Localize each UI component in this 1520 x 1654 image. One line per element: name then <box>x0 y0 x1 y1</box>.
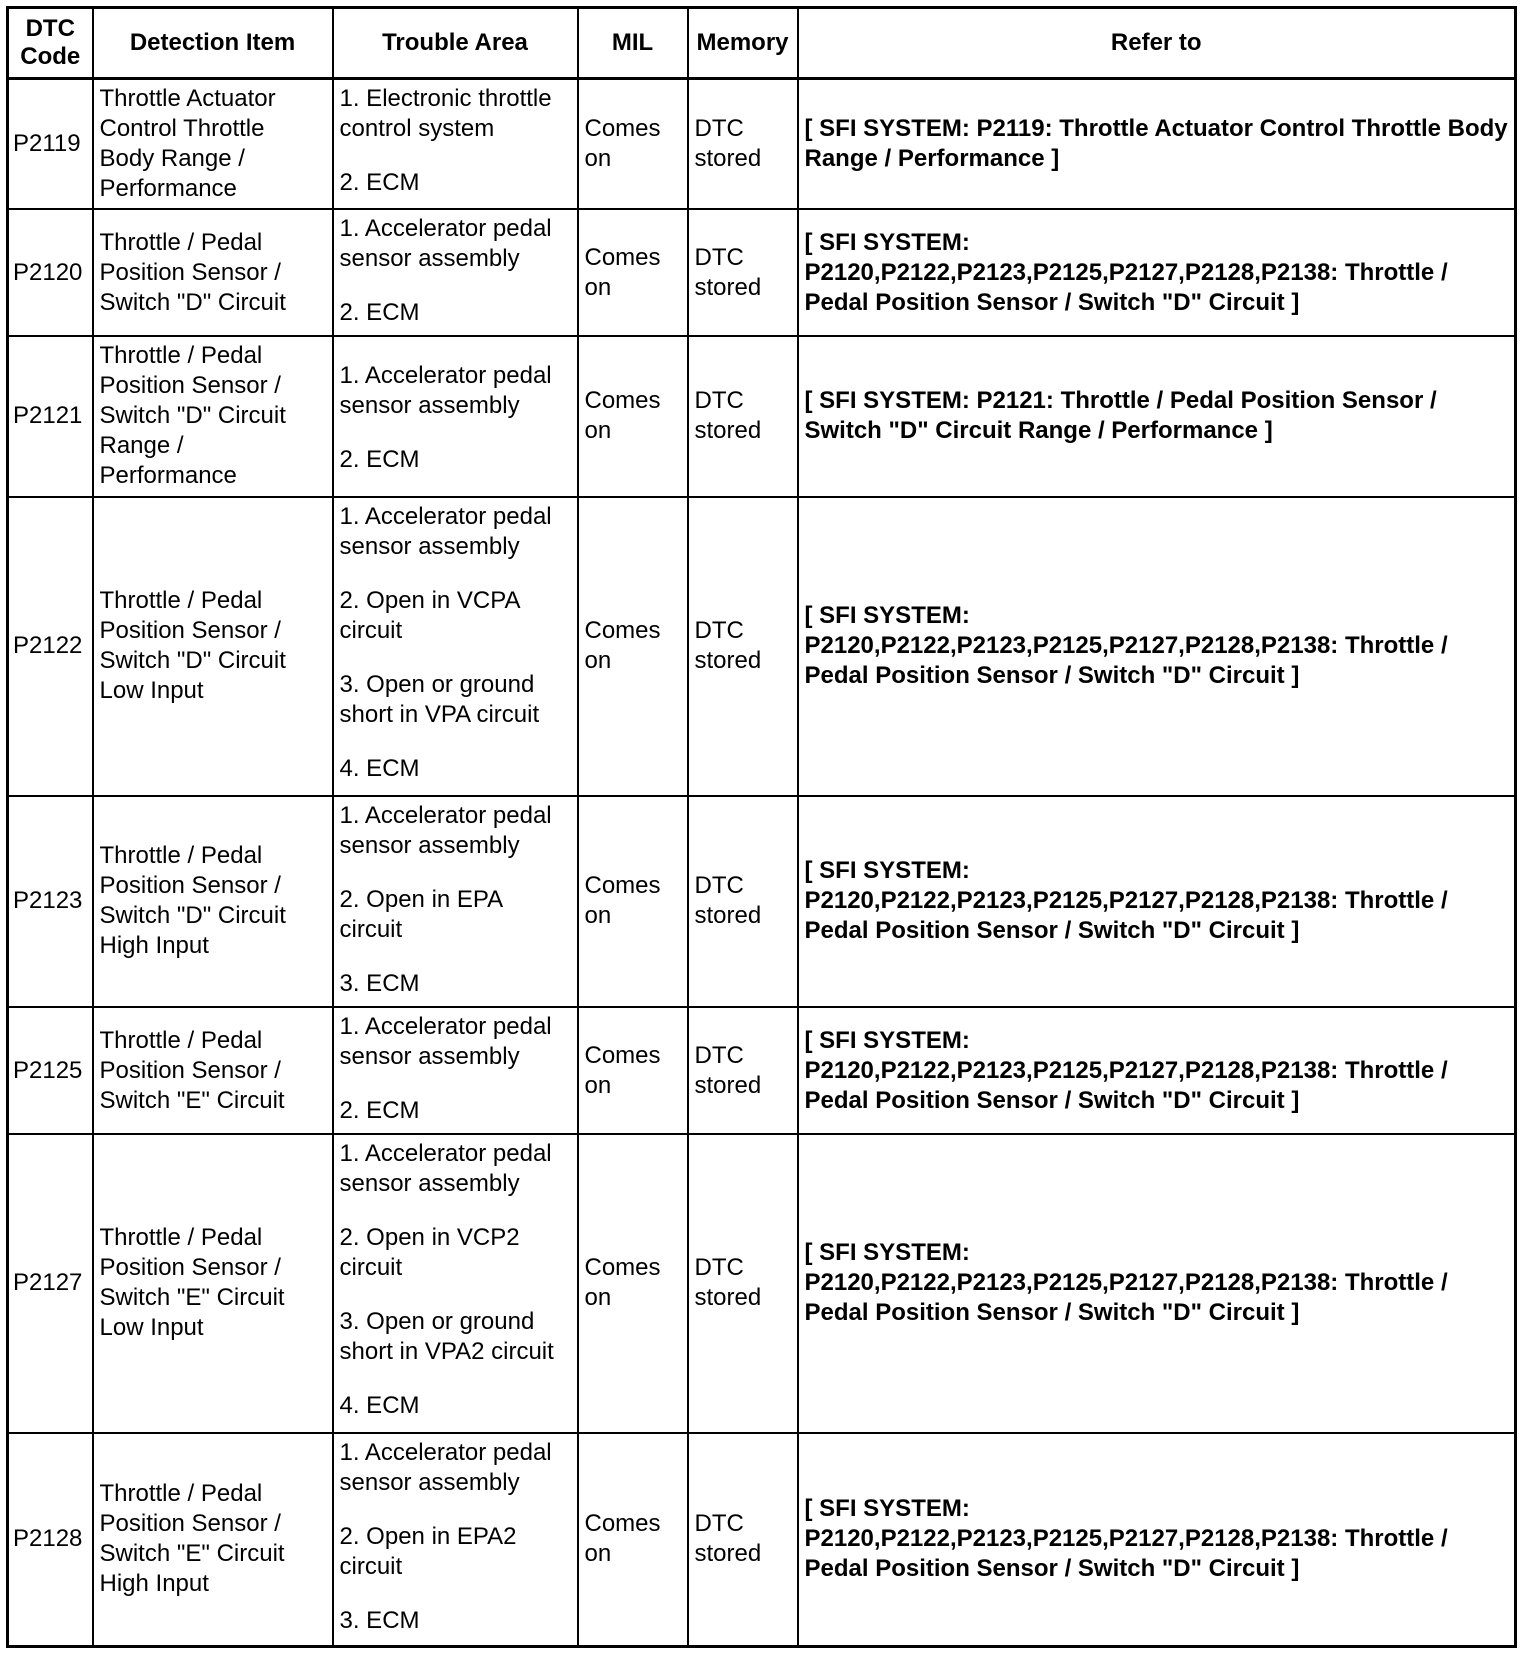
table-row <box>8 79 1516 210</box>
memory-cell: DTC stored <box>688 1433 798 1647</box>
detection-item-cell: Throttle / Pedal Position Sensor / Switch "D" Circuit Low Input <box>93 497 333 796</box>
trouble-area-item: 1. Accelerator pedal sensor assembly <box>339 362 552 420</box>
trouble-area-item: 1. Accelerator pedal sensor assembly <box>339 1013 552 1071</box>
table-row <box>8 796 1516 1008</box>
memory-cell: DTC stored <box>688 1007 798 1134</box>
memory-cell: DTC stored <box>688 336 798 497</box>
trouble-area-item: 3. ECM <box>339 969 420 997</box>
trouble-area-item: 4. ECM <box>339 1391 420 1419</box>
detection-item-cell: Throttle / Pedal Position Sensor / Switch "E" Circuit <box>93 1007 333 1134</box>
table-row <box>8 336 1516 497</box>
refer-to-cell: [ SFI SYSTEM: P2120,P2122,P2123,P2125,P2127,P2128,P2138: Throttle / Pedal Position Sensor / Switch "D" Circuit ] <box>798 1007 1516 1134</box>
memory-cell: DTC stored <box>688 1134 798 1433</box>
trouble-area-cell <box>333 1134 578 1433</box>
trouble-area-item: 1. Accelerator pedal sensor assembly <box>339 1438 552 1496</box>
mil-cell: Comes on <box>578 796 688 1008</box>
trouble-area-item: 1. Accelerator pedal sensor assembly <box>339 215 552 273</box>
dtc-code-cell: P2122 <box>8 497 93 796</box>
trouble-area-item: 4. ECM <box>339 754 420 782</box>
memory-cell: DTC stored <box>688 796 798 1008</box>
mil-cell: Comes on <box>578 79 688 210</box>
trouble-area-item: 3. Open or ground short in VPA2 circuit <box>339 1307 554 1365</box>
dtc-table <box>6 6 1517 1648</box>
mil-cell: Comes on <box>578 1134 688 1433</box>
detection-item-cell: Throttle / Pedal Position Sensor / Switch "D" Circuit Range / Performance <box>93 336 333 497</box>
mil-cell: Comes on <box>578 209 688 336</box>
trouble-area-item: 1. Electronic throttle control system <box>339 85 552 142</box>
table-header-row <box>8 8 1516 79</box>
trouble-area-cell <box>333 209 578 336</box>
table-row <box>8 209 1516 336</box>
detection-item-cell: Throttle / Pedal Position Sensor / Switch "D" Circuit <box>93 209 333 336</box>
dtc-code-cell: P2121 <box>8 336 93 497</box>
refer-to-cell: [ SFI SYSTEM: P2119: Throttle Actuator Control Throttle Body Range / Performance ] <box>798 79 1516 210</box>
header-memory: Memory <box>688 8 798 79</box>
table-row <box>8 1433 1516 1647</box>
dtc-code-cell: P2125 <box>8 1007 93 1134</box>
refer-to-cell: [ SFI SYSTEM: P2120,P2122,P2123,P2125,P2127,P2128,P2138: Throttle / Pedal Position Sensor / Switch "D" Circuit ] <box>798 209 1516 336</box>
memory-cell: DTC stored <box>688 209 798 336</box>
trouble-area-item: 1. Accelerator pedal sensor assembly <box>339 1139 552 1197</box>
mil-cell: Comes on <box>578 1007 688 1134</box>
trouble-area-item: 2. ECM <box>339 1097 420 1125</box>
detection-item-cell: Throttle / Pedal Position Sensor / Switch "E" Circuit High Input <box>93 1433 333 1647</box>
detection-item-cell: Throttle / Pedal Position Sensor / Switch "E" Circuit Low Input <box>93 1134 333 1433</box>
refer-to-cell: [ SFI SYSTEM: P2120,P2122,P2123,P2125,P2127,P2128,P2138: Throttle / Pedal Position Sensor / Switch "D" Circuit ] <box>798 1134 1516 1433</box>
trouble-area-item: 2. ECM <box>339 299 420 327</box>
trouble-area-item: 2. Open in VCPA circuit <box>339 586 520 644</box>
trouble-area-item: 2. Open in EPA circuit <box>339 885 502 943</box>
trouble-area-item: 3. Open or ground short in VPA circuit <box>339 670 540 728</box>
refer-to-cell: [ SFI SYSTEM: P2120,P2122,P2123,P2125,P2127,P2128,P2138: Throttle / Pedal Position Sensor / Switch "D" Circuit ] <box>798 796 1516 1008</box>
header-trouble-area: Trouble Area <box>333 8 578 79</box>
table-row <box>8 1134 1516 1433</box>
dtc-code-cell: P2119 <box>8 79 93 210</box>
header-refer-to: Refer to <box>798 8 1516 79</box>
trouble-area-item: 3. ECM <box>339 1606 420 1634</box>
trouble-area-item: 2. Open in VCP2 circuit <box>339 1223 520 1281</box>
mil-cell: Comes on <box>578 1433 688 1647</box>
detection-item-cell: Throttle / Pedal Position Sensor / Switch "D" Circuit High Input <box>93 796 333 1008</box>
mil-cell: Comes on <box>578 336 688 497</box>
dtc-code-cell: P2120 <box>8 209 93 336</box>
trouble-area-item: 2. ECM <box>339 169 420 196</box>
trouble-area-cell <box>333 796 578 1008</box>
mil-cell: Comes on <box>578 497 688 796</box>
trouble-area-item: 2. Open in EPA2 circuit <box>339 1522 517 1580</box>
trouble-area-item: 1. Accelerator pedal sensor assembly <box>339 502 552 560</box>
refer-to-cell: [ SFI SYSTEM: P2120,P2122,P2123,P2125,P2127,P2128,P2138: Throttle / Pedal Position Sensor / Switch "D" Circuit ] <box>798 1433 1516 1647</box>
trouble-area-cell <box>333 1433 578 1647</box>
trouble-area-cell <box>333 79 578 210</box>
header-detection-item: Detection Item <box>93 8 333 79</box>
trouble-area-cell <box>333 1007 578 1134</box>
dtc-code-cell: P2127 <box>8 1134 93 1433</box>
detection-item-cell: Throttle Actuator Control Throttle Body Range / Performance <box>93 79 333 210</box>
trouble-area-item: 1. Accelerator pedal sensor assembly <box>339 801 552 859</box>
header-mil: MIL <box>578 8 688 79</box>
table-row <box>8 1007 1516 1134</box>
trouble-area-cell <box>333 336 578 497</box>
refer-to-cell: [ SFI SYSTEM: P2120,P2122,P2123,P2125,P2127,P2128,P2138: Throttle / Pedal Position Sensor / Switch "D" Circuit ] <box>798 497 1516 796</box>
dtc-code-cell: P2128 <box>8 1433 93 1647</box>
dtc-code-cell: P2123 <box>8 796 93 1008</box>
refer-to-cell: [ SFI SYSTEM: P2121: Throttle / Pedal Position Sensor / Switch "D" Circuit Range / Performance ] <box>798 336 1516 497</box>
header-dtc-code: DTC Code <box>8 8 93 79</box>
trouble-area-cell <box>333 497 578 796</box>
trouble-area-item: 2. ECM <box>339 446 420 474</box>
table-row <box>8 497 1516 796</box>
memory-cell: DTC stored <box>688 497 798 796</box>
memory-cell: DTC stored <box>688 79 798 210</box>
